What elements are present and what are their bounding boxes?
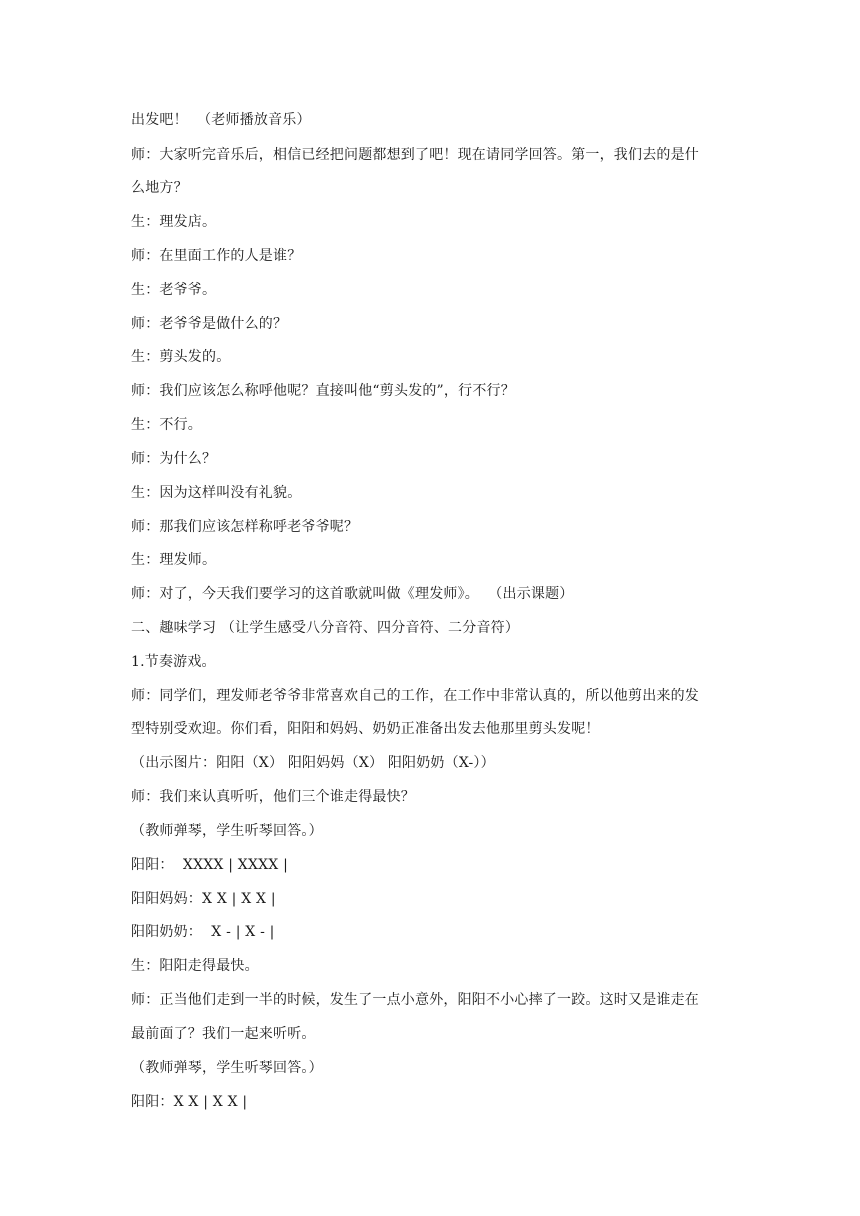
text-line: 么地方？ bbox=[131, 180, 188, 196]
text-line: 师：我们应该怎么称呼他呢？直接叫他“剪头发的”，行不行？ bbox=[131, 383, 515, 399]
text-line: 师：正当他们走到一半的时候，发生了一点小意外，阳阳不小心摔了一跤。这时又是谁走在 bbox=[131, 992, 699, 1008]
rhythm-line: 阳阳：X X | X X | bbox=[131, 1094, 248, 1110]
text-line: （教师弹琴，学生听琴回答。） bbox=[131, 1060, 323, 1076]
text-line: 师：同学们，理发师老爷爷非常喜欢自己的工作，在工作中非常认真的，所以他剪出来的发 bbox=[131, 688, 699, 704]
text-line: 师：在里面工作的人是谁？ bbox=[131, 248, 302, 264]
text-line: 师：那我们应该怎样称呼老爷爷呢？ bbox=[131, 519, 359, 535]
rhythm-line: 阳阳妈妈：X X | X X | bbox=[131, 891, 276, 907]
text-line: 生：剪头发的。 bbox=[131, 349, 231, 365]
text-line: 生：老爷爷。 bbox=[131, 282, 217, 298]
text-line: 生：理发师。 bbox=[131, 552, 217, 568]
rhythm-line: 阳阳： XXXX | XXXX | bbox=[131, 857, 289, 873]
text-line: 师：老爷爷是做什么的？ bbox=[131, 316, 288, 332]
text-line: （出示图片：阳阳（X） 阳阳妈妈（X） 阳阳奶奶（X-）） bbox=[131, 755, 495, 771]
text-line: 师：我们来认真听听，他们三个谁走得最快？ bbox=[131, 789, 415, 805]
text-line: 生：因为这样叫没有礼貌。 bbox=[131, 485, 302, 501]
text-line: 生：阳阳走得最快。 bbox=[131, 958, 259, 974]
text-line: 师：大家听完音乐后，相信已经把问题都想到了吧！现在请同学回答。第一，我们去的是什 bbox=[131, 147, 699, 163]
section-heading: 二、趣味学习 （让学生感受八分音符、四分音符、二分音符） bbox=[131, 620, 520, 636]
text-line: 型特别受欢迎。你们看，阳阳和妈妈、奶奶正准备出发去他那里剪头发呢！ bbox=[131, 721, 600, 737]
rhythm-line: 阳阳奶奶： X - | X - | bbox=[131, 924, 275, 940]
text-line: 师：为什么？ bbox=[131, 451, 217, 467]
text-line: 生：理发店。 bbox=[131, 214, 217, 230]
text-line: （教师弹琴，学生听琴回答。） bbox=[131, 823, 323, 839]
text-line: 出发吧！ （老师播放音乐） bbox=[131, 112, 311, 128]
text-line: 生：不行。 bbox=[131, 417, 202, 433]
subsection-heading: 1.节奏游戏。 bbox=[131, 654, 216, 670]
text-line: 师：对了，今天我们要学习的这首歌就叫做《理发师》。 （出示课题） bbox=[131, 586, 574, 602]
text-line: 最前面了？我们一起来听听。 bbox=[131, 1026, 316, 1042]
